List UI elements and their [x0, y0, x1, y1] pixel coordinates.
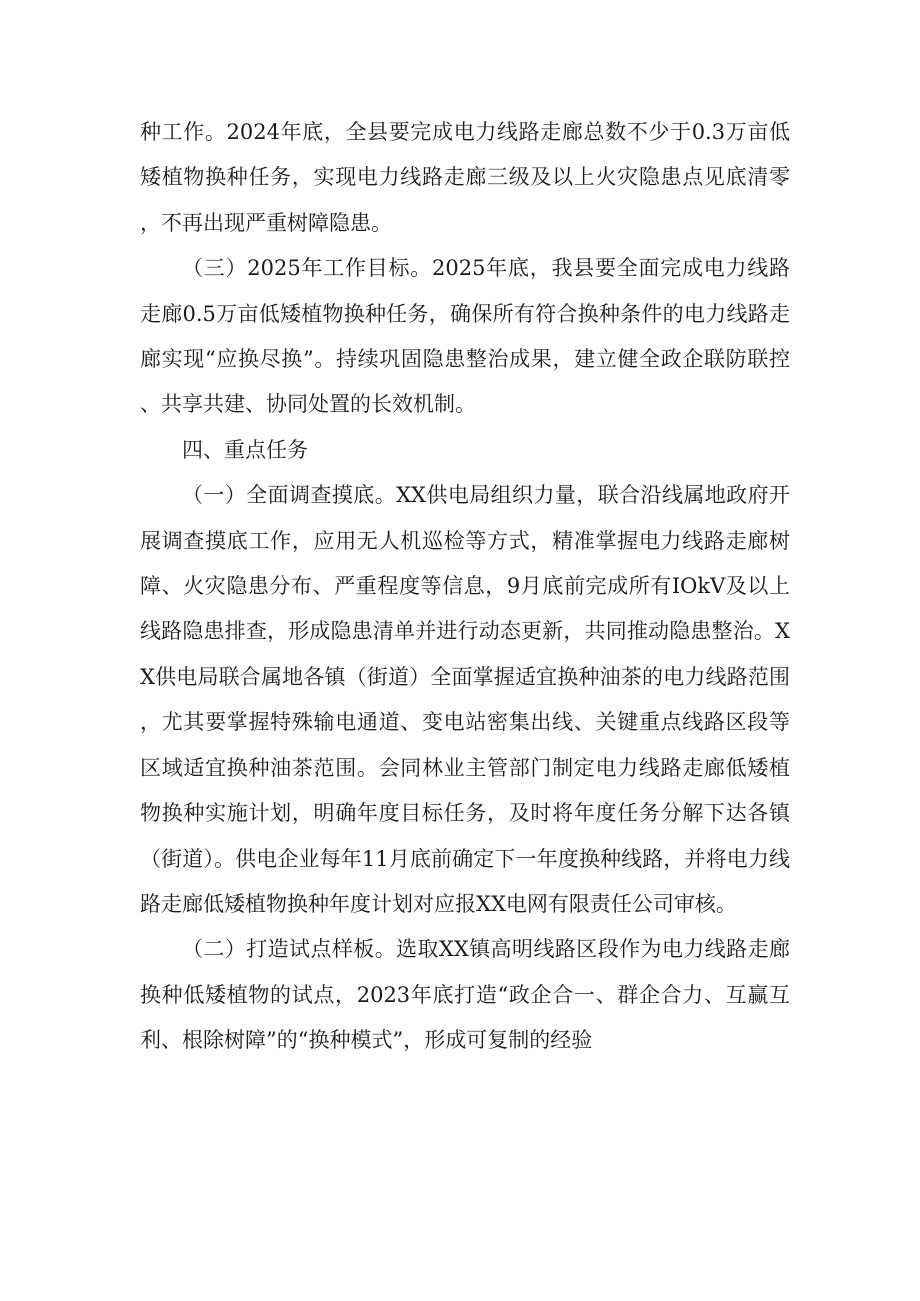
paragraph-goal-2025: （三）2025年工作目标。2025年底，我县要全面完成电力线路走廊0.5万亩低矮植物换种任务，确保所有符合换种条件的电力线路走廊实现“应换尽换”。持续巩固隐患整治成果，建立健全政企联防联控、共享共建、协同处置的长效机制。 [140, 256, 790, 417]
paragraph-continuation: 种工作。2024年底，全县要完成电力线路走廊总数不少于0.3万亩低矮植物换种任务，实现电力线路走廊三级及以上火灾隐患点见底清零，不再出现严重树障隐患。 [140, 120, 790, 235]
paragraph-survey: （一）全面调查摸底。XX供电局组织力量，联合沿线属地政府开展调查摸底工作，应用无人机巡检等方式，精准掌握电力线路走廊树障、火灾隐患分布、严重程度等信息，9月底前完成所有IOkV及以上线路隐患排查，形成隐患清单并进行动态更新，共同推动隐患整治。XX供电局联合属地各镇（街道）全面掌握适宜换种油茶的电力线路范围，尤其要掌握特殊输电通道、变电站密集出线、关键重点线路区段等区域适宜换种油茶范围。会同林业主管部门制定电力线路走廊低矮植物换种实施计划，明确年度目标任务，及时将年度任务分解下达各镇（街道）。供电企业每年11月底前确定下一年度换种线路，并将电力线路走廊低矮植物换种年度计划对应报XX电网有限责任公司审核。 [140, 483, 790, 916]
document-body [140, 110, 790, 1064]
section-heading-key-tasks: 四、重点任务 [182, 437, 308, 462]
paragraph-pilot: （二）打造试点样板。选取XX镇高明线路区段作为电力线路走廊换种低矮植物的试点，2023年底打造“政企合一、群企合力、互赢互利、根除树障”的“换种模式”，形成可复制的经验 [140, 937, 790, 1053]
